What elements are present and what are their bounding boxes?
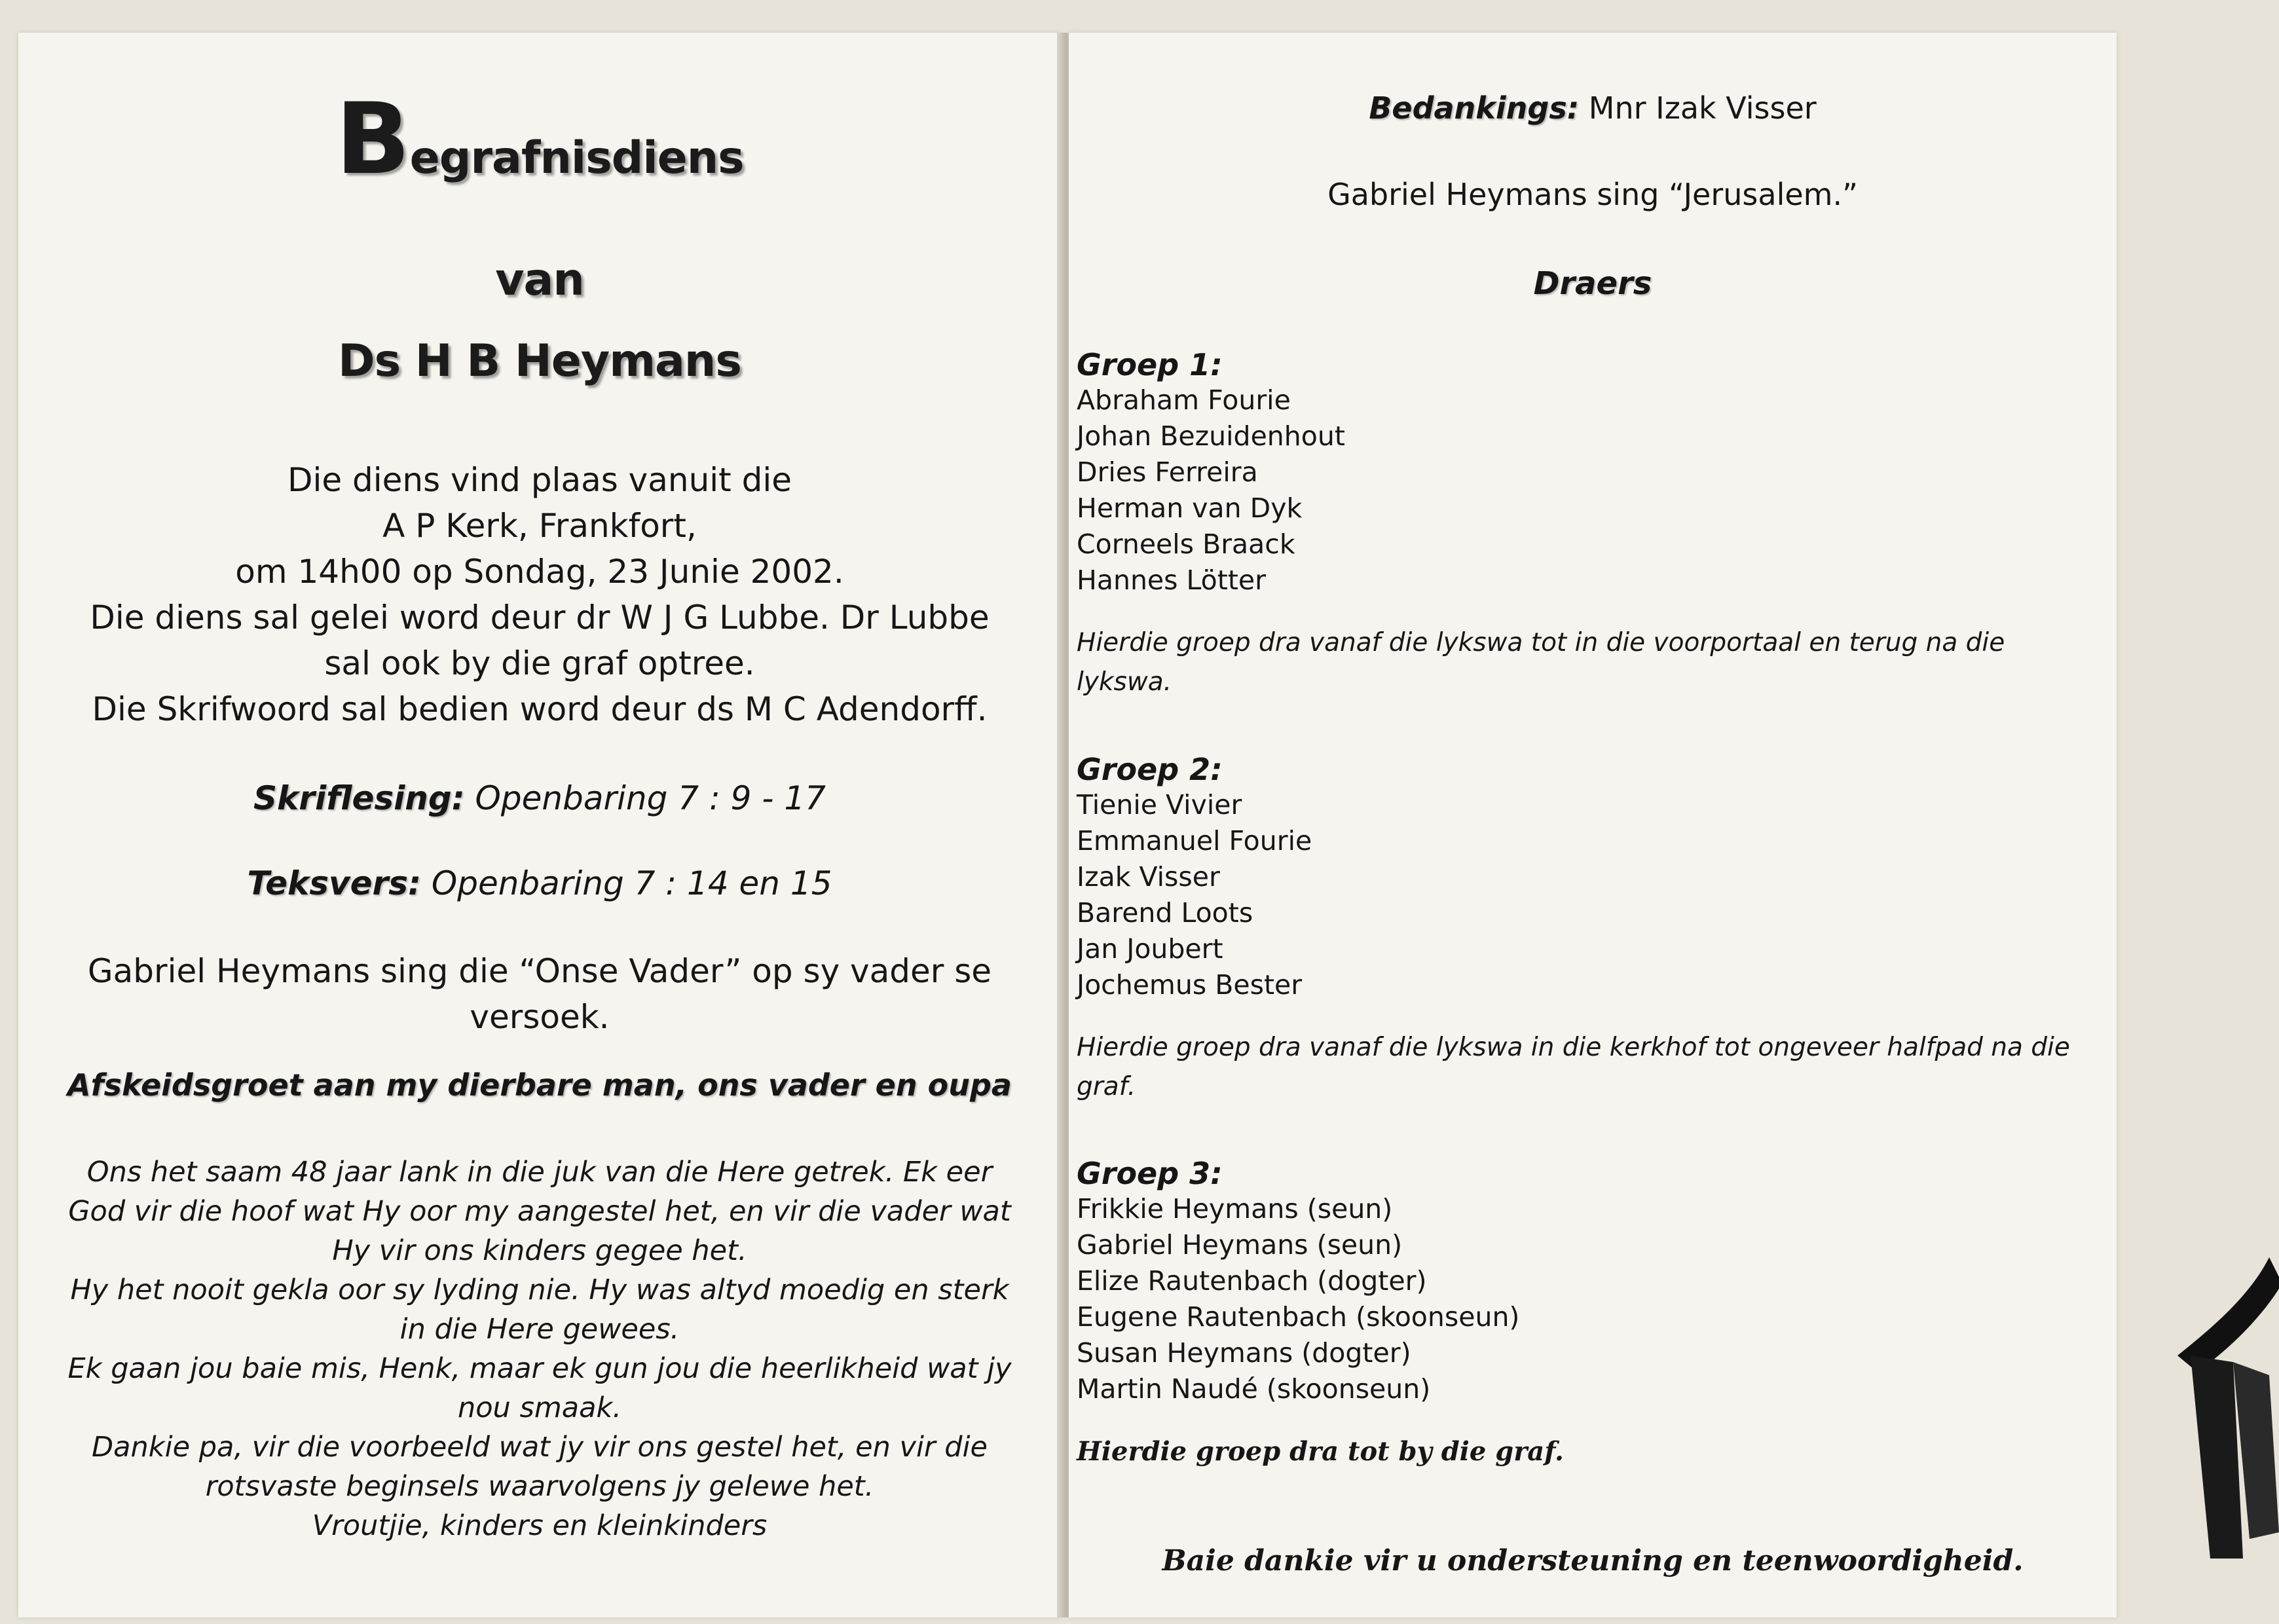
group-names: Abraham Fourie Johan Bezuidenhout Dries Ferreira Herman van Dyk Corneels Braack Hannes Lötter: [1077, 384, 1345, 596]
thanks-value: Mnr Izak Visser: [1588, 90, 1817, 126]
group-title: Groep 2:: [1077, 752, 1223, 787]
group-title: Groep 1:: [1077, 347, 1223, 382]
closing-thanks: Baie dankie vir u ondersteuning en teenwoordigheid.: [1162, 1544, 2024, 1578]
title-van: van: [495, 254, 584, 306]
song-note: Gabriel Heymans sing die “Onse Vader” op sy vader se versoek.: [87, 952, 992, 1036]
program-title: [18, 83, 1061, 196]
group-note: Hierdie groep dra tot by die graf.: [1077, 1436, 1564, 1467]
left-page: [18, 33, 1061, 1617]
group-title: Groep 3:: [1077, 1156, 1223, 1191]
song-line: Gabriel Heymans sing “Jerusalem.”: [1327, 177, 1858, 212]
ribbon-tassel: [2171, 1257, 2279, 1559]
right-page: [1069, 33, 2117, 1617]
deceased-name: Ds H B Heymans: [338, 335, 741, 387]
scripture-reading: [18, 779, 1061, 817]
title-initial: B: [335, 83, 410, 196]
bearer-group-2: [1077, 752, 2098, 1107]
group-names: Tienie Vivier Emmanuel Fourie Izak Visser Barend Loots Jan Joubert Jochemus Bester: [1077, 789, 1312, 1001]
text-verse-label: Teksvers:: [247, 864, 421, 902]
farewell-heading: Afskeidsgroet aan my dierbare man, ons vader en oupa: [67, 1067, 1012, 1103]
thanks-line: [1069, 90, 2117, 126]
bearers-heading: Draers: [1533, 265, 1652, 302]
title-rest: egrafnisdiens: [409, 132, 744, 184]
text-verse: [18, 864, 1061, 902]
scripture-label: Skriflesing:: [253, 779, 465, 817]
group-names: Frikkie Heymans (seun) Gabriel Heymans (seun) Elize Rautenbach (dogter) Eugene Rautenbach (skoonseun) Susan Heymans (dogter) Martin Naudé (skoonseun): [1077, 1193, 1520, 1405]
bearer-group-3: [1077, 1156, 2098, 1471]
farewell-text: Ons het saam 48 jaar lank in die juk van die Here getrek. Ek eer God vir die hoof wat Hy oor my aangestel het, en vir die vader wat Hy vir ons kinders gegee het. Hy het nooit gekla oor sy lyding nie. Hy was altyd moedig en sterk in die Here gewees. Ek gaan jou baie mis, Henk, maar ek gun jou die heerlikheid wat jy nou smaak. Dankie pa, vir die voorbeeld wat jy vir ons gestel het, en vir die rotsvaste beginsels waarvolgens jy gelewe het. Vroutjie, kinders en kleinkinders: [67, 1156, 1012, 1542]
service-details: Die diens vind plaas vanuit die A P Kerk, Frankfort, om 14h00 op Sondag, 23 Junie 2002. Die diens sal gelei word deur dr W J G Lubbe. Dr Lubbe sal ook by die graf optree. Die Skrifwoord sal bedien word deur ds M C Adendorff.: [90, 461, 990, 728]
bearer-group-1: [1077, 347, 2098, 702]
scripture-value: Openbaring 7 : 9 - 17: [475, 779, 826, 817]
group-note: Hierdie groep dra vanaf die lykswa in die kerkhof tot ongeveer halfpad na die graf.: [1077, 1033, 2070, 1101]
text-verse-value: Openbaring 7 : 14 en 15: [431, 864, 832, 902]
group-note: Hierdie groep dra vanaf die lykswa tot in die voorportaal en terug na die lykswa.: [1077, 628, 2005, 697]
thanks-label: Bedankings:: [1369, 90, 1580, 126]
